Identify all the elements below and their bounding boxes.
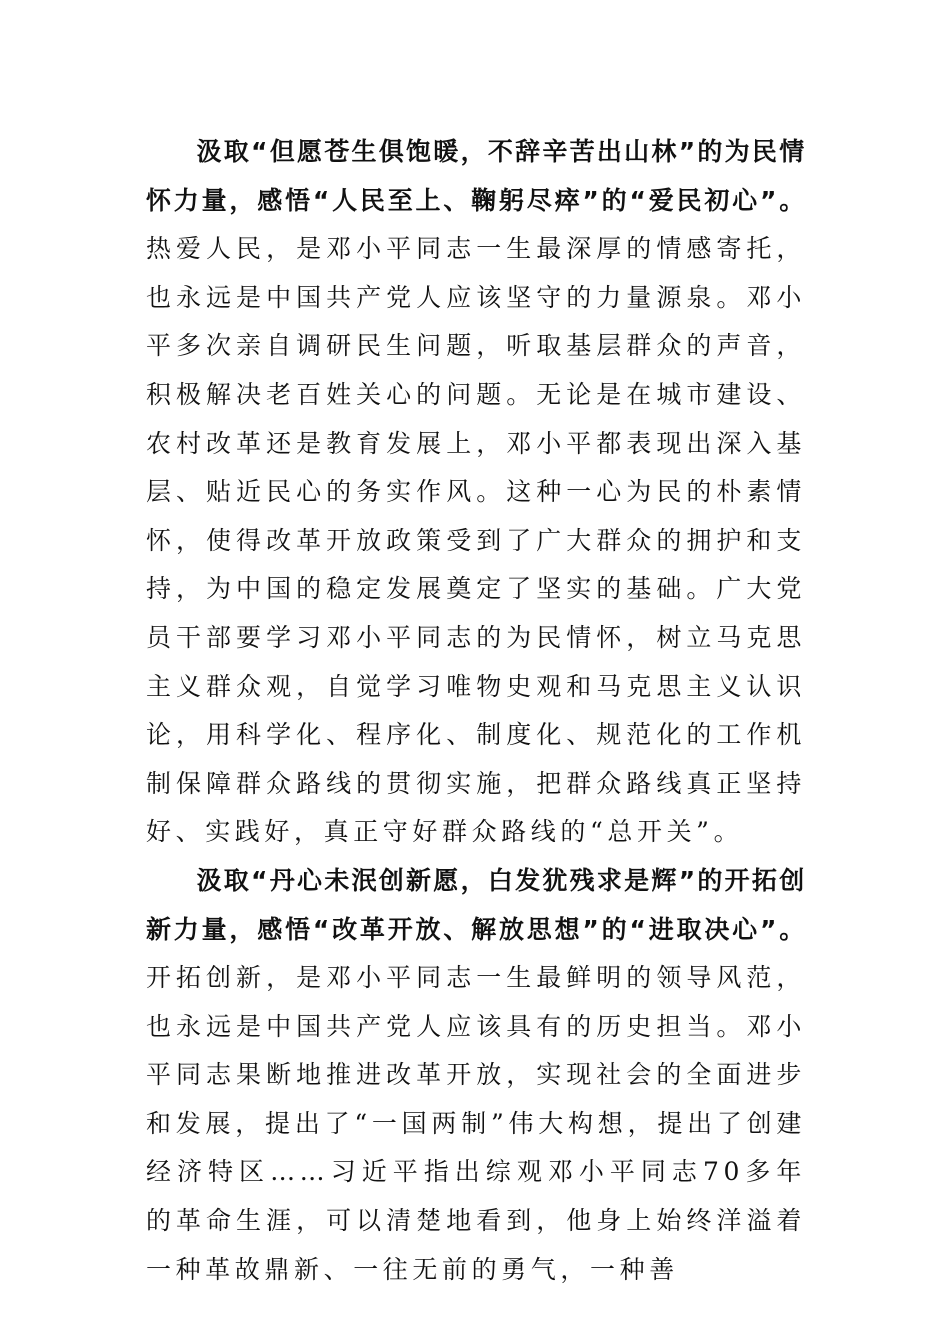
paragraph-body: 热爱人民，是邓小平同志一生最深厚的情感寄托，也永远是中国共产党人应该坚守的力量源泉。邓小平多次亲自调研民生问题，听取基层群众的声音，积极解决老百姓关心的问题。无论是在城市建设、农村改革还是教育发展上，邓小平都表现出深入基层、贴近民心的务实作风。这种一心为民的朴素情怀，使得改革开放政策受到了广大群众的拥护和支持，为中国的稳定发展奠定了坚实的基础。广大党员干部要学习邓小平同志的为民情怀，树立马克思主义群众观，自觉学习唯物史观和马克思主义认识论，用科学化、程序化、制度化、规范化的工作机制保障群众路线的贯彻实施，把群众路线真正坚持好、实践好，真正守好群众路线的“总开关”。 — [146, 234, 806, 847]
paragraph-innovation — [146, 857, 806, 1294]
paragraph-heading: 汲取“丹心未泯创新愿，白发犹残求是辉”的开拓创新力量，感悟“改革开放、解放思想”的“进取决心”。 — [146, 865, 806, 944]
paragraph-people-first — [146, 128, 806, 857]
document-page — [146, 128, 806, 1294]
paragraph-body: 开拓创新，是邓小平同志一生最鲜明的领导风范，也永远是中国共产党人应该具有的历史担当。邓小平同志果断地推进改革开放，实现社会的全面进步和发展，提出了“一国两制”伟大构想，提出了创建经济特区……习近平指出综观邓小平同志70多年的革命生涯，可以清楚地看到，他身上始终洋溢着一种革故鼎新、一往无前的勇气，一种善 — [146, 963, 806, 1284]
paragraph-heading: 汲取“但愿苍生俱饱暖，不辞辛苦出山林”的为民情怀力量，感悟“人民至上、鞠躬尽瘁”的“爱民初心”。 — [146, 137, 806, 215]
